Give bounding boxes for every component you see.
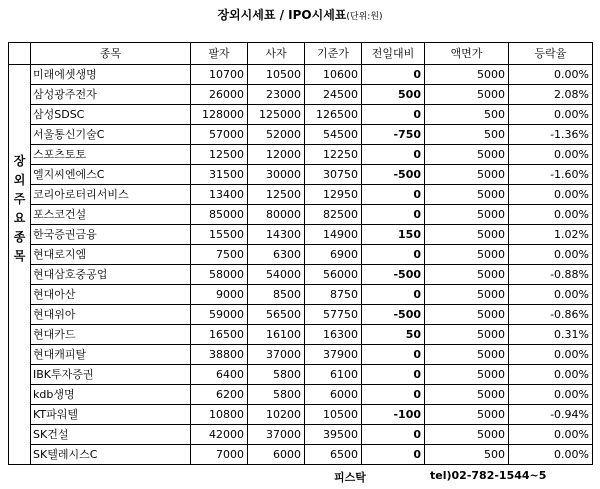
par-value-cell: 5000: [425, 165, 509, 185]
side-label-char: 장: [13, 153, 26, 168]
table-body: [9, 65, 593, 465]
change-rate-cell: 0.00%: [509, 345, 593, 365]
stock-name-cell: 현대위아: [31, 305, 191, 325]
buy-price-cell: 80000: [248, 205, 305, 225]
buy-price-cell: 14300: [248, 225, 305, 245]
buy-price-cell: 16100: [248, 325, 305, 345]
table-row: [9, 225, 593, 245]
par-value-cell: 5000: [425, 265, 509, 285]
change-rate-cell: -0.86%: [509, 305, 593, 325]
change-cell: -100: [362, 405, 425, 425]
stock-name-cell: 현대삼호중공업: [31, 265, 191, 285]
par-value-cell: 5000: [425, 245, 509, 265]
par-value-cell: 5000: [425, 305, 509, 325]
change-rate-cell: 0.00%: [509, 185, 593, 205]
change-rate-cell: 1.02%: [509, 225, 593, 245]
price-table: [8, 42, 593, 465]
par-value-cell: 5000: [425, 385, 509, 405]
change-cell: 50: [362, 325, 425, 345]
table-row: [9, 305, 593, 325]
stock-name-cell: 서울통신기술C: [31, 125, 191, 145]
change-cell: 0: [362, 365, 425, 385]
buy-price-cell: 10200: [248, 405, 305, 425]
buy-price-cell: 37000: [248, 425, 305, 445]
header-cell: 전일대비: [362, 43, 425, 65]
change-rate-cell: 0.00%: [509, 245, 593, 265]
stock-name-cell: 코리아로터리서비스: [31, 185, 191, 205]
par-value-cell: 5000: [425, 185, 509, 205]
buy-price-cell: 52000: [248, 125, 305, 145]
table-row: [9, 65, 593, 85]
change-cell: 0: [362, 245, 425, 265]
table-row: [9, 145, 593, 165]
change-cell: 0: [362, 105, 425, 125]
side-label-char: 종: [13, 229, 26, 244]
stock-name-cell: 현대아산: [31, 285, 191, 305]
sell-price-cell: 7000: [191, 445, 248, 465]
header-cell: 기준가: [305, 43, 362, 65]
stock-name-cell: SK텔레시스C: [31, 445, 191, 465]
base-price-cell: 24500: [305, 85, 362, 105]
table-row: [9, 345, 593, 365]
header-cell: 종목: [31, 43, 191, 65]
side-label-char: 외: [13, 172, 26, 187]
stock-name-cell: kdb생명: [31, 385, 191, 405]
sell-price-cell: 42000: [191, 425, 248, 445]
buy-price-cell: 37000: [248, 345, 305, 365]
par-value-cell: 5000: [425, 425, 509, 445]
change-cell: 0: [362, 425, 425, 445]
table-row: [9, 325, 593, 345]
change-rate-cell: 0.00%: [509, 445, 593, 465]
stock-name-cell: 미래에셋생명: [31, 65, 191, 85]
table-row: [9, 445, 593, 465]
table-row: [9, 125, 593, 145]
change-cell: 0: [362, 185, 425, 205]
stock-name-cell: 포스코건설: [31, 205, 191, 225]
base-price-cell: 39500: [305, 425, 362, 445]
buy-price-cell: 23000: [248, 85, 305, 105]
stock-name-cell: KT파워텔: [31, 405, 191, 425]
par-value-cell: 5000: [425, 205, 509, 225]
title-main: 장외시세표 / IPO시세표: [217, 8, 347, 22]
title-unit: (단위:원): [346, 12, 383, 22]
table-row: [9, 185, 593, 205]
sell-price-cell: 31500: [191, 165, 248, 185]
sell-price-cell: 26000: [191, 85, 248, 105]
change-cell: 0: [362, 205, 425, 225]
header-corner: [9, 43, 31, 65]
change-rate-cell: -1.60%: [509, 165, 593, 185]
table-row: [9, 205, 593, 225]
change-rate-cell: 0.00%: [509, 105, 593, 125]
stock-name-cell: 스포츠토토: [31, 145, 191, 165]
buy-price-cell: 8500: [248, 285, 305, 305]
par-value-cell: 5000: [425, 65, 509, 85]
change-cell: 500: [362, 85, 425, 105]
stock-name-cell: 현대로지엠: [31, 245, 191, 265]
change-cell: -500: [362, 305, 425, 325]
base-price-cell: 56000: [305, 265, 362, 285]
base-price-cell: 6000: [305, 385, 362, 405]
change-cell: -500: [362, 265, 425, 285]
change-cell: 150: [362, 225, 425, 245]
footer-tel: tel)02-782-1544~5: [430, 469, 547, 482]
change-rate-cell: 0.31%: [509, 325, 593, 345]
base-price-cell: 30750: [305, 165, 362, 185]
par-value-cell: 500: [425, 445, 509, 465]
base-price-cell: 6900: [305, 245, 362, 265]
table-row: [9, 385, 593, 405]
buy-price-cell: 6000: [248, 445, 305, 465]
stock-name-cell: 엘지씨엔에스C: [31, 165, 191, 185]
par-value-cell: 5000: [425, 145, 509, 165]
change-cell: 0: [362, 285, 425, 305]
base-price-cell: 12950: [305, 185, 362, 205]
change-rate-cell: -0.88%: [509, 265, 593, 285]
sell-price-cell: 12500: [191, 145, 248, 165]
sell-price-cell: 58000: [191, 265, 248, 285]
table-row: [9, 105, 593, 125]
buy-price-cell: 125000: [248, 105, 305, 125]
change-rate-cell: 0.00%: [509, 365, 593, 385]
buy-price-cell: 12000: [248, 145, 305, 165]
base-price-cell: 6100: [305, 365, 362, 385]
buy-price-cell: 10500: [248, 65, 305, 85]
buy-price-cell: 54000: [248, 265, 305, 285]
sell-price-cell: 57000: [191, 125, 248, 145]
base-price-cell: 10600: [305, 65, 362, 85]
change-rate-cell: 0.00%: [509, 145, 593, 165]
base-price-cell: 10500: [305, 405, 362, 425]
change-rate-cell: 0.00%: [509, 385, 593, 405]
stock-name-cell: 현대카드: [31, 325, 191, 345]
par-value-cell: 5000: [425, 285, 509, 305]
change-rate-cell: 0.00%: [509, 425, 593, 445]
table-row: [9, 165, 593, 185]
stock-name-cell: 삼성광주전자: [31, 85, 191, 105]
buy-price-cell: 56500: [248, 305, 305, 325]
side-label-char: 요: [13, 210, 26, 225]
sell-price-cell: 13400: [191, 185, 248, 205]
par-value-cell: 5000: [425, 325, 509, 345]
change-rate-cell: -0.94%: [509, 405, 593, 425]
base-price-cell: 126500: [305, 105, 362, 125]
change-cell: 0: [362, 345, 425, 365]
change-cell: 0: [362, 145, 425, 165]
buy-price-cell: 5800: [248, 385, 305, 405]
buy-price-cell: 30000: [248, 165, 305, 185]
sell-price-cell: 6400: [191, 365, 248, 385]
side-label-char: 주: [13, 191, 26, 206]
buy-price-cell: 12500: [248, 185, 305, 205]
header-row: [9, 43, 593, 65]
change-cell: 0: [362, 385, 425, 405]
sell-price-cell: 16500: [191, 325, 248, 345]
sell-price-cell: 6200: [191, 385, 248, 405]
side-label-char: 목: [13, 248, 26, 263]
stock-name-cell: 한국증권금융: [31, 225, 191, 245]
sell-price-cell: 7500: [191, 245, 248, 265]
change-rate-cell: 0.00%: [509, 205, 593, 225]
base-price-cell: 8750: [305, 285, 362, 305]
change-rate-cell: 0.00%: [509, 65, 593, 85]
change-cell: -750: [362, 125, 425, 145]
table-row: [9, 425, 593, 445]
par-value-cell: 500: [425, 105, 509, 125]
base-price-cell: 82500: [305, 205, 362, 225]
table-row: [9, 245, 593, 265]
sell-price-cell: 128000: [191, 105, 248, 125]
sell-price-cell: 15500: [191, 225, 248, 245]
change-rate-cell: 2.08%: [509, 85, 593, 105]
buy-price-cell: 6300: [248, 245, 305, 265]
change-cell: -500: [362, 165, 425, 185]
buy-price-cell: 5800: [248, 365, 305, 385]
stock-name-cell: IBK투자증권: [31, 365, 191, 385]
change-rate-cell: 0.00%: [509, 285, 593, 305]
change-cell: 0: [362, 65, 425, 85]
header-cell: 사자: [248, 43, 305, 65]
stock-name-cell: 현대캐피탈: [31, 345, 191, 365]
base-price-cell: 12250: [305, 145, 362, 165]
page-title: [0, 6, 600, 23]
par-value-cell: 5000: [425, 225, 509, 245]
table-row: [9, 365, 593, 385]
header-cell: 팔자: [191, 43, 248, 65]
table-row: [9, 285, 593, 305]
stock-name-cell: 삼성SDSC: [31, 105, 191, 125]
change-rate-cell: -1.36%: [509, 125, 593, 145]
header-cell: 등락율: [509, 43, 593, 65]
sell-price-cell: 38800: [191, 345, 248, 365]
sell-price-cell: 9000: [191, 285, 248, 305]
base-price-cell: 6500: [305, 445, 362, 465]
par-value-cell: 5000: [425, 405, 509, 425]
table-row: [9, 405, 593, 425]
base-price-cell: 14900: [305, 225, 362, 245]
change-cell: 0: [362, 445, 425, 465]
base-price-cell: 57750: [305, 305, 362, 325]
base-price-cell: 37900: [305, 345, 362, 365]
base-price-cell: 54500: [305, 125, 362, 145]
sell-price-cell: 10800: [191, 405, 248, 425]
par-value-cell: 500: [425, 125, 509, 145]
footer-company: 피스탁: [334, 471, 366, 484]
table-row: [9, 85, 593, 105]
stock-name-cell: SK건설: [31, 425, 191, 445]
par-value-cell: 5000: [425, 345, 509, 365]
header-cell: 액면가: [425, 43, 509, 65]
sell-price-cell: 85000: [191, 205, 248, 225]
par-value-cell: 5000: [425, 365, 509, 385]
table-row: [9, 265, 593, 285]
base-price-cell: 16300: [305, 325, 362, 345]
sell-price-cell: 59000: [191, 305, 248, 325]
par-value-cell: 5000: [425, 85, 509, 105]
side-label: [9, 65, 31, 465]
sell-price-cell: 10700: [191, 65, 248, 85]
